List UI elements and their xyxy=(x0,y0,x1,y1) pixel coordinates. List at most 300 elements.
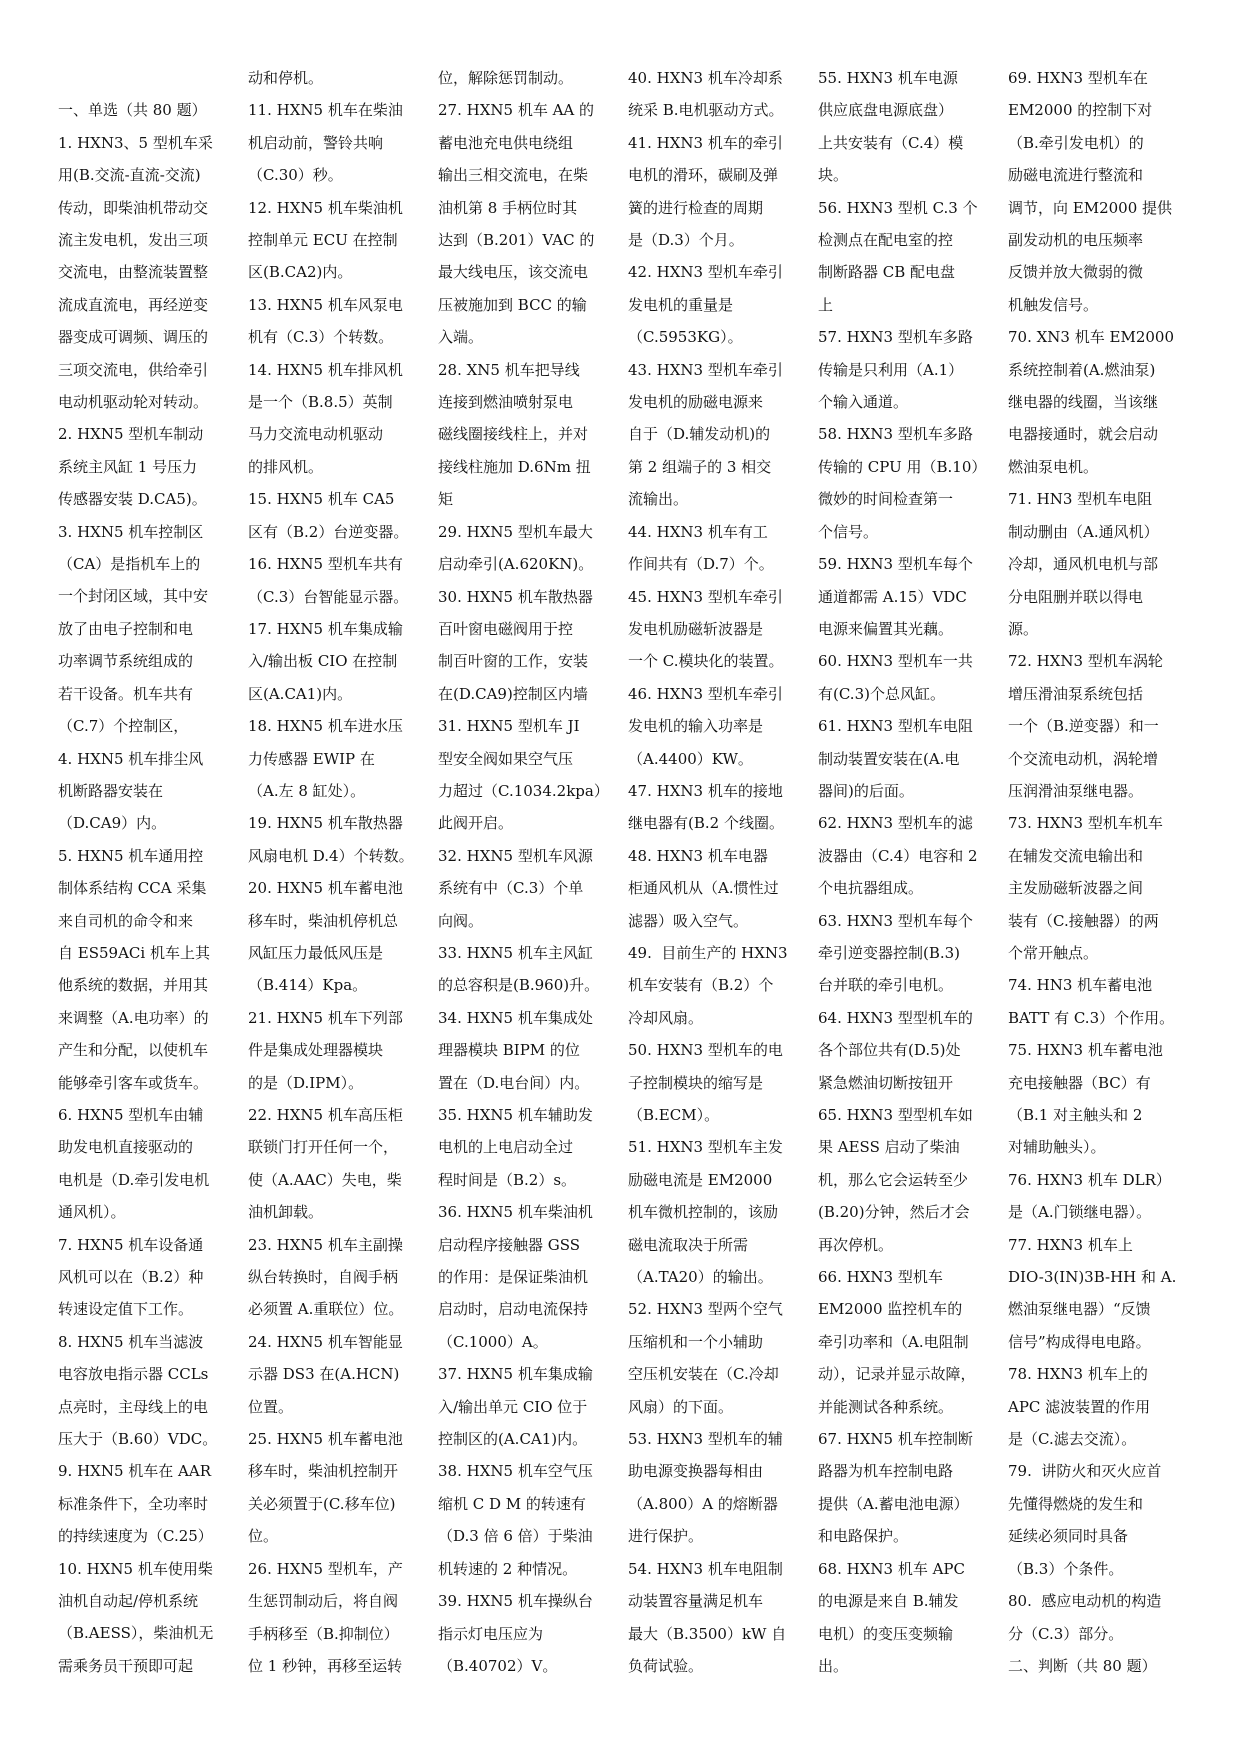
text-line: 缩机 C D M 的转速有 xyxy=(438,1494,586,1513)
text-line: 入端。 xyxy=(438,328,484,347)
text-line: 冷却，通风机电机与部 xyxy=(1008,555,1159,574)
text-line: 生惩罚制动后，将自阀 xyxy=(248,1592,399,1611)
text-line: 入/输出板 CIO 在控制 xyxy=(248,652,398,671)
text-line: 三项交流电，供给牵引 xyxy=(58,360,209,379)
text-line: 启动牵引(A.620KN)。 xyxy=(438,555,594,574)
text-line: （B.3）个条件。 xyxy=(1008,1559,1124,1578)
text-line: 分电阻删并联以得电 xyxy=(1008,587,1144,606)
text-line: 燃油泵继电器）“反馈 xyxy=(1008,1300,1151,1319)
text-line: 机启动前，警铃共响 xyxy=(248,133,384,152)
text-line: 路器为机车控制电路 xyxy=(818,1462,954,1481)
text-line: 调节，向 EM2000 提供 xyxy=(1008,198,1173,217)
text-line: 有(C.3)个总风缸。 xyxy=(818,684,945,703)
text-line: 统采 B.电机驱动方式。 xyxy=(628,101,784,120)
text-line: 联锁门打开任何一个， xyxy=(248,1138,399,1157)
text-line: 示器 DS3 在(A.HCN) xyxy=(248,1365,400,1384)
text-line: 53. HXN3 型机车的辅 xyxy=(628,1430,783,1449)
text-line: 压被施加到 BCC 的输 xyxy=(438,295,587,314)
text-line: 检测点在配电室的控 xyxy=(818,231,954,250)
text-line: 向阀。 xyxy=(438,911,484,930)
text-line: 理器模块 BIPM 的位 xyxy=(438,1041,580,1060)
text-line: 63. HXN3 型机车每个 xyxy=(818,911,973,930)
text-line: 是一个（B.8.5）英制 xyxy=(248,393,393,412)
text-line: （B.ECM）。 xyxy=(628,1106,720,1124)
text-line: 信号”构成得电电路。 xyxy=(1008,1332,1151,1351)
exam-page xyxy=(58,62,1198,1702)
text-line: 燃油泵电机。 xyxy=(1008,457,1099,476)
text-line: （B.414）Kpa。 xyxy=(248,976,368,995)
text-line: 个信号。 xyxy=(818,522,879,541)
text-line: 移车时，柴油机控制开 xyxy=(248,1462,399,1481)
text-line: 机断路器安装在 xyxy=(58,781,164,800)
text-line: 29. HXN5 型机车最大 xyxy=(438,522,593,541)
text-line: 一个（B.逆变器）和一 xyxy=(1008,717,1159,736)
text-line: （A.800）A 的熔断器 xyxy=(628,1494,778,1513)
text-line: 系统有中（C.3）个单 xyxy=(438,879,584,898)
text-line: 33. HXN5 机车主风缸 xyxy=(438,943,593,962)
text-line: 发电机的重量是 xyxy=(628,295,734,314)
text-line: 64. HXN3 型型机车的 xyxy=(818,1008,973,1027)
text-line: 充电接触器（BC）有 xyxy=(1008,1073,1151,1092)
text-line: 41. HXN3 机车的牵引 xyxy=(628,133,783,152)
text-line: 34. HXN5 机车集成处 xyxy=(438,1008,593,1027)
text-line: 型安全阀如果空气压 xyxy=(438,749,574,768)
text-line: 的电源是来自 B.辅发 xyxy=(818,1592,959,1611)
text-line: 一个封闭区域，其中安 xyxy=(58,587,209,606)
text-line: 57. HXN3 型机车多路 xyxy=(818,328,973,347)
text-line: 机触发信号。 xyxy=(1008,295,1099,314)
text-line: 74. HN3 机车蓄电池 xyxy=(1008,976,1153,995)
text-line: 在辅发交流电输出和 xyxy=(1008,846,1144,865)
text-line: 波器由（C.4）电容和 2 xyxy=(818,846,978,865)
text-line: 自于（D.辅发动机)的 xyxy=(628,425,771,444)
text-line: 副发动机的电压频率 xyxy=(1008,231,1144,250)
text-line: 制百叶窗的工作，安装 xyxy=(438,652,589,671)
text-line: 延续必须同时具备 xyxy=(1008,1527,1129,1546)
text-line: 8. HXN5 机车当滤波 xyxy=(58,1332,204,1351)
text-line: 个输入通道。 xyxy=(818,393,909,412)
text-line: （C.7）个控制区， xyxy=(58,717,189,736)
text-line: 15. HXN5 机车 CA5 xyxy=(248,490,395,509)
text-line: 69. HXN3 型机车在 xyxy=(1008,69,1148,87)
text-line: 制动装置安装在(A.电 xyxy=(818,749,960,768)
text-line: 制体系结构 CCA 采集 xyxy=(58,879,207,898)
text-line: 76. HXN3 机车 DLR） xyxy=(1008,1170,1171,1189)
text-line: 风机可以在（B.2）种 xyxy=(58,1268,204,1287)
text-line xyxy=(58,62,240,94)
text-line: 先懂得燃烧的发生和 xyxy=(1008,1494,1144,1513)
text-line: 10. HXN5 机车使用柴 xyxy=(58,1559,213,1578)
text-line: 点亮时，主母线上的电 xyxy=(58,1397,209,1416)
text-line: 入/输出单元 CIO 位于 xyxy=(438,1397,588,1416)
text-line: 能够牵引客车或货车。 xyxy=(58,1073,209,1092)
text-line: 移车时，柴油机停机总 xyxy=(248,911,399,930)
text-line: 36. HXN5 机车柴油机 xyxy=(438,1203,593,1222)
text-line: 增压滑油泵系统包括 xyxy=(1008,684,1144,703)
text-line: 7. HXN5 机车设备通 xyxy=(58,1235,204,1254)
text-line: 子控制模块的缩写是 xyxy=(628,1073,764,1092)
text-line: 台并联的牵引电机。 xyxy=(818,976,954,995)
text-line: 连接到燃油喷射泵电 xyxy=(438,393,574,412)
text-line: 供应底盘电源底盘） xyxy=(818,101,954,120)
text-line: 40. HXN3 机车冷却系 xyxy=(628,69,783,87)
text-line: 47. HXN3 机车的接地 xyxy=(628,781,783,800)
text-line: 22. HXN5 机车高压柜 xyxy=(248,1106,403,1124)
text-line: 纵台转换时，自阀手柄 xyxy=(248,1268,399,1287)
text-line: 区有（B.2）台逆变器。 xyxy=(248,522,409,541)
text-line: 上共安装有（C.4）模 xyxy=(818,133,964,152)
text-line: 功率调节系统组成的 xyxy=(58,652,194,671)
text-line: 发电机的输入功率是 xyxy=(628,717,764,736)
text-line: 出。 xyxy=(818,1656,849,1675)
text-line: 簧的进行检查的周期 xyxy=(628,198,764,217)
text-line: 油机卸载。 xyxy=(248,1203,324,1222)
text-line: 3. HXN5 机车控制区 xyxy=(58,522,204,541)
text-line: 位，解除惩罚制动。 xyxy=(438,69,574,87)
text-line: 机车安装有（B.2）个 xyxy=(628,976,774,995)
text-line: 件是集成处理器模块 xyxy=(248,1041,384,1060)
text-line: 启动程序接触器 GSS xyxy=(438,1235,581,1254)
text-line: 30. HXN5 机车散热器 xyxy=(438,587,593,606)
text-line: 动和停机。 xyxy=(248,69,324,87)
text-line: 72. HXN3 型机车涡轮 xyxy=(1008,652,1163,671)
text-line: 主发励磁斩波器之间 xyxy=(1008,879,1144,898)
text-line: 电容放电指示器 CCLs xyxy=(58,1365,209,1384)
text-line: 矩 xyxy=(438,490,454,509)
text-line: 28. XN5 机车把导线 xyxy=(438,360,580,379)
text-line: 风扇）的下面。 xyxy=(628,1397,734,1416)
text-line: 24. HXN5 机车智能显 xyxy=(248,1332,403,1351)
text-line: 器变成可调频、调压的 xyxy=(58,328,209,347)
text-line: 力传感器 EWIP 在 xyxy=(248,749,375,768)
text-line: 是（C.滤去交流）。 xyxy=(1008,1430,1137,1449)
text-line: 启动时，启动电流保持 xyxy=(438,1300,589,1319)
text-line: 区(A.CA1)内。 xyxy=(248,684,353,703)
text-line: EM2000 监控机车的 xyxy=(818,1300,963,1319)
text-line: 67. HXN5 机车控制断 xyxy=(818,1430,973,1449)
text-line: 75. HXN3 机车蓄电池 xyxy=(1008,1041,1163,1060)
text-column-1 xyxy=(58,62,248,1702)
text-line: 48. HXN3 机车电器 xyxy=(628,846,768,865)
text-line: 压缩机和一个小辅助 xyxy=(628,1332,764,1351)
text-line: （D.3 倍 6 倍）于柴油 xyxy=(438,1527,593,1546)
text-line: 自 ES59ACi 机车上其 xyxy=(58,943,210,962)
text-line: 27. HXN5 机车 AA 的 xyxy=(438,101,595,120)
text-line: 区(B.CA2)内。 xyxy=(248,263,353,282)
text-line: 电机是（D.牵引发电机 xyxy=(58,1170,210,1189)
text-line: 系统主风缸 1 号压力 xyxy=(58,457,198,476)
text-line: 流主发电机，发出三项 xyxy=(58,231,209,250)
text-line: 80. 感应电动机的构造 xyxy=(1008,1592,1162,1611)
text-line: 4. HXN5 机车排尘风 xyxy=(58,749,204,768)
text-line: 各个部位共有(D.5)处 xyxy=(818,1041,961,1060)
text-line: （D.CA9）内。 xyxy=(58,814,167,833)
text-line: 系统控制着(A.燃油泵) xyxy=(1008,360,1156,379)
text-line: 26. HXN5 型机车，产 xyxy=(248,1559,403,1578)
text-line: 79. 讲防火和灭火应首 xyxy=(1008,1462,1162,1481)
text-line: 12. HXN5 机车柴油机 xyxy=(248,198,403,217)
text-line: 54. HXN3 机车电阻制 xyxy=(628,1559,783,1578)
text-line: 11. HXN5 机车在柴油 xyxy=(248,101,403,120)
text-line: 是（D.3）个月。 xyxy=(628,231,744,250)
text-line: 块。 xyxy=(818,166,849,185)
text-line: 使（A.AAC）失电，柴 xyxy=(248,1170,402,1189)
text-line: 是（A.门锁继电器）。 xyxy=(1008,1203,1152,1222)
text-line: 传输的 CPU 用（B.10） xyxy=(818,457,987,476)
text-column-3 xyxy=(438,62,628,1702)
text-line: 蓄电池充电供电绕组 xyxy=(438,133,574,152)
text-line: 68. HXN3 机车 APC xyxy=(818,1559,965,1578)
text-line: 标准条件下，全功率时 xyxy=(58,1494,209,1513)
text-line: 55. HXN3 机车电源 xyxy=(818,69,958,87)
text-line: 发电机励磁斩波器是 xyxy=(628,619,764,638)
text-line: 71. HN3 型机车电阻 xyxy=(1008,490,1153,509)
text-line: 放了由电子控制和电 xyxy=(58,619,194,638)
text-line: 位 1 秒钟，再移至运转 xyxy=(248,1656,403,1675)
text-line: 25. HXN5 机车蓄电池 xyxy=(248,1430,403,1449)
text-line: 输出三相交流电，在柴 xyxy=(438,166,589,185)
text-line: （B.牵引发电机）的 xyxy=(1008,133,1144,152)
text-line: 励磁电流是 EM2000 xyxy=(628,1170,773,1189)
text-line: 通风机）。 xyxy=(58,1203,126,1222)
text-line: 百叶窗电磁阀用于控 xyxy=(438,619,574,638)
text-line: 来调整（A.电功率）的 xyxy=(58,1008,209,1027)
text-line: 70. XN3 机车 EM2000 xyxy=(1008,328,1174,347)
text-line: 油机自动起/停机系统 xyxy=(58,1592,199,1611)
text-line: 传感器安装 D.CA5)。 xyxy=(58,490,207,509)
text-line: 风缸压力最低风压是 xyxy=(248,943,384,962)
text-line: 18. HXN5 机车进水压 xyxy=(248,717,403,736)
text-line: 电机）的变压变频输 xyxy=(818,1624,954,1643)
text-line: 程时间是（B.2）s。 xyxy=(438,1170,577,1189)
text-line: 柜通风机从（A.惯性过 xyxy=(628,879,779,898)
text-line: 66. HXN3 型机车 xyxy=(818,1268,943,1287)
text-column-6 xyxy=(1008,62,1198,1702)
text-line: 机，那么它会运转至少 xyxy=(818,1170,969,1189)
text-line: （CA）是指机车上的 xyxy=(58,555,201,574)
text-line: 49. 目前生产的 HXN3 xyxy=(628,943,788,962)
text-line: 置在（D.电台间）内。 xyxy=(438,1073,590,1092)
text-line: 的总容积是(B.960)升。 xyxy=(438,976,600,995)
text-line: （C.30）秒。 xyxy=(248,166,343,185)
text-line: 二、判断（共 80 题） xyxy=(1008,1656,1157,1675)
text-line: 关必须置于(C.移车位) xyxy=(248,1494,396,1513)
text-line: 52. HXN3 型两个空气 xyxy=(628,1300,783,1319)
text-line: 电机的滑环，碳刷及弹 xyxy=(628,166,779,185)
text-line: 此阀开启。 xyxy=(438,814,514,833)
text-line: 若干设备。机车共有 xyxy=(58,684,194,703)
text-line: 对辅助触头）。 xyxy=(1008,1138,1106,1157)
text-line: 进行保护。 xyxy=(628,1527,704,1546)
text-line: 的持续速度为（C.25） xyxy=(58,1527,213,1546)
text-line: 牵引功率和（A.电阻制 xyxy=(818,1332,969,1351)
text-line: DIO-3(IN)3B-HH 和 A. xyxy=(1008,1268,1177,1287)
text-line: 磁电流取决于所需 xyxy=(628,1235,749,1254)
text-line: 继电器有(B.2 个线圈。 xyxy=(628,814,784,833)
text-line: 位。 xyxy=(248,1527,279,1546)
text-line: 73. HXN3 型机车机车 xyxy=(1008,814,1163,833)
text-line: 助电源变换器每相由 xyxy=(628,1462,764,1481)
text-line: （A.TA20）的输出。 xyxy=(628,1268,773,1287)
text-line: 和电路保护。 xyxy=(818,1527,909,1546)
text-line: 16. HXN5 型机车共有 xyxy=(248,555,403,574)
text-line: 产生和分配，以使机车 xyxy=(58,1041,209,1060)
text-line: 在(D.CA9)控制区内墙 xyxy=(438,684,588,703)
text-line: 指示灯电压应为 xyxy=(438,1624,544,1643)
text-line: 再次停机。 xyxy=(818,1235,894,1254)
text-line: 机有（C.3）个转数。 xyxy=(248,328,394,347)
text-line: 2. HXN5 型机车制动 xyxy=(58,425,204,444)
text-line: 最大线电压，该交流电 xyxy=(438,263,589,282)
text-line: 助发电机直接驱动的 xyxy=(58,1138,194,1157)
text-line: 6. HXN5 型机车由辅 xyxy=(58,1105,204,1124)
text-line: 继电器的线圈，当该继 xyxy=(1008,393,1159,412)
text-line: 23. HXN5 机车主副操 xyxy=(248,1235,403,1254)
text-line: 控制区的(A.CA1)内。 xyxy=(438,1430,588,1449)
text-line: 电动机驱动轮对转动。 xyxy=(58,393,209,412)
text-line: 负荷试验。 xyxy=(628,1656,704,1675)
text-line: 他系统的数据，并用其 xyxy=(58,976,209,995)
text-line: 交流电，由整流装置整 xyxy=(58,263,209,282)
text-line: 装有（C.接触器）的两 xyxy=(1008,911,1159,930)
text-line: 的是（D.IPM）。 xyxy=(248,1073,364,1092)
text-line: 5. HXN5 机车通用控 xyxy=(58,846,204,865)
text-line: （B.1 对主触头和 2 xyxy=(1008,1106,1143,1124)
text-line: 压大于（B.60）VDC。 xyxy=(58,1430,218,1449)
text-column-5 xyxy=(818,62,1008,1702)
text-line: 传动，即柴油机带动交 xyxy=(58,198,209,217)
text-line: 51. HXN3 型机车主发 xyxy=(628,1138,783,1157)
text-line: 需乘务员干预即可起 xyxy=(58,1656,194,1675)
text-column-2 xyxy=(248,62,438,1702)
text-line: 45. HXN3 型机车牵引 xyxy=(628,587,783,606)
text-line: 的排风机。 xyxy=(248,457,324,476)
text-line: （A.左 8 缸处）。 xyxy=(248,781,366,800)
text-line: 转速设定值下工作。 xyxy=(58,1300,194,1319)
text-line: 第 2 组端子的 3 相交 xyxy=(628,457,772,476)
text-line: 机转速的 2 种情况。 xyxy=(438,1559,578,1578)
text-line: 61. HXN3 型机车电阻 xyxy=(818,717,973,736)
text-line: APC 滤波装置的作用 xyxy=(1008,1397,1151,1416)
text-line: 发电机的励磁电源来 xyxy=(628,393,764,412)
text-line: 来自司机的命令和来 xyxy=(58,911,194,930)
text-line: 分（C.3）部分。 xyxy=(1008,1624,1124,1643)
text-line: 43. HXN3 型机车牵引 xyxy=(628,360,783,379)
text-line: 必须置 A.重联位）位。 xyxy=(248,1300,404,1319)
text-line: 源。 xyxy=(1008,619,1039,638)
text-line: 20. HXN5 机车蓄电池 xyxy=(248,879,403,898)
text-line: 用(B.交流-直流-交流) xyxy=(58,166,201,185)
text-line: 一个 C.模块化的装置。 xyxy=(628,652,784,671)
text-line: 动装置容量满足机车 xyxy=(628,1592,764,1611)
text-line: 个常开触点。 xyxy=(1008,943,1099,962)
text-line: 37. HXN5 机车集成输 xyxy=(438,1365,593,1384)
text-line: 50. HXN3 型机车的电 xyxy=(628,1041,783,1060)
text-column-4 xyxy=(628,62,818,1702)
text-line: 个交流电动机，涡轮增 xyxy=(1008,749,1159,768)
text-line: 13. HXN5 机车风泵电 xyxy=(248,295,403,314)
text-line: 压润滑油泵继电器。 xyxy=(1008,781,1144,800)
text-line: 17. HXN5 机车集成输 xyxy=(248,619,403,638)
text-line: 35. HXN5 机车辅助发 xyxy=(438,1106,593,1124)
text-line: 39. HXN5 机车操纵台 xyxy=(438,1592,593,1611)
text-line: 个电抗器组成。 xyxy=(818,879,924,898)
text-line: 31. HXN5 型机车 JI xyxy=(438,717,580,736)
text-line: 达到（B.201）VAC 的 xyxy=(438,231,595,250)
text-line: 接线柱施加 D.6Nm 扭 xyxy=(438,457,591,476)
text-line: 微妙的时间检查第一 xyxy=(818,490,954,509)
text-line: 电器接通时，就会启动 xyxy=(1008,425,1159,444)
text-line: 32. HXN5 型机车风源 xyxy=(438,846,593,865)
text-line: 动），记录并显示故障， xyxy=(818,1365,976,1384)
text-line: 19. HXN5 机车散热器 xyxy=(248,814,403,833)
text-line: 通道都需 A.15）VDC xyxy=(818,587,967,606)
text-line: 并能测试各种系统。 xyxy=(818,1397,954,1416)
text-line: 上 xyxy=(818,295,834,314)
text-line: 果 AESS 启动了柴油 xyxy=(818,1138,960,1157)
text-line: 78. HXN3 机车上的 xyxy=(1008,1365,1148,1384)
text-line: （B.AESS），柴油机无 xyxy=(58,1624,214,1643)
text-line: 9. HXN5 机车在 AAR xyxy=(58,1462,212,1481)
text-line: 手柄移至（B.抑制位） xyxy=(248,1624,399,1643)
text-line: 滤器）吸入空气。 xyxy=(628,911,749,930)
text-line: 控制单元 ECU 在控制 xyxy=(248,231,398,250)
text-line: 60. HXN3 型机车一共 xyxy=(818,652,973,671)
text-line: 1. HXN3、5 型机车采 xyxy=(58,133,213,152)
text-line: 56. HXN3 型机 C.3 个 xyxy=(818,198,978,217)
text-line: 冷却风扇。 xyxy=(628,1008,704,1027)
text-line: 牵引逆变器控制(B.3) xyxy=(818,943,961,962)
text-line: 紧急燃油切断按钮开 xyxy=(818,1073,954,1092)
text-line: 14. HXN5 机车排风机 xyxy=(248,360,403,379)
text-line: 46. HXN3 型机车牵引 xyxy=(628,684,783,703)
text-line: 空压机安装在（C.冷却 xyxy=(628,1365,779,1384)
text-line: （B.40702）V。 xyxy=(438,1656,558,1675)
text-line: 44. HXN3 机车有工 xyxy=(628,522,768,541)
text-line: 59. HXN3 型机车每个 xyxy=(818,555,973,574)
text-line: 风扇电机 D.4）个转数。 xyxy=(248,846,414,865)
text-line: 油机第 8 手柄位时其 xyxy=(438,198,578,217)
text-line: 马力交流电动机驱动 xyxy=(248,425,384,444)
text-line: 励磁电流进行整流和 xyxy=(1008,166,1144,185)
text-line: 38. HXN5 机车空气压 xyxy=(438,1462,593,1481)
text-line: 65. HXN3 型型机车如 xyxy=(818,1106,973,1124)
text-line: 的作用：是保证柴油机 xyxy=(438,1268,589,1287)
text-line: 反馈并放大微弱的微 xyxy=(1008,263,1144,282)
text-line: 流输出。 xyxy=(628,490,689,509)
text-line: 58. HXN3 型机车多路 xyxy=(818,425,973,444)
text-line: 最大（B.3500）kW 自 xyxy=(628,1624,787,1643)
text-line: 制动删由（A.通风机） xyxy=(1008,522,1159,541)
text-line: 力超过（C.1034.2kpa） xyxy=(438,781,609,800)
text-line: （C.5953KG）。 xyxy=(628,328,743,347)
text-line: 21. HXN5 机车下列部 xyxy=(248,1008,403,1027)
text-line: 磁线圈接线柱上，并对 xyxy=(438,425,589,444)
text-line: （C.1000）A。 xyxy=(438,1332,548,1351)
text-line: 器间)的后面。 xyxy=(818,781,914,800)
text-line: 传输是只利用（A.1） xyxy=(818,360,964,379)
text-line: 一、单选（共 80 题） xyxy=(58,101,207,120)
text-line: 位置。 xyxy=(248,1397,294,1416)
text-line: 77. HXN3 机车上 xyxy=(1008,1235,1133,1254)
text-line: 42. HXN3 型机车牵引 xyxy=(628,263,783,282)
text-line: 提供（A.蓄电池电源） xyxy=(818,1494,969,1513)
text-line: （C.3）台智能显示器。 xyxy=(248,587,409,606)
text-line: EM2000 的控制下对 xyxy=(1008,101,1153,120)
text-line: 作间共有（D.7）个。 xyxy=(628,555,774,574)
text-line: 电源来偏置其光藕。 xyxy=(818,619,954,638)
text-line: BATT 有 C.3）个作用。 xyxy=(1008,1008,1175,1027)
